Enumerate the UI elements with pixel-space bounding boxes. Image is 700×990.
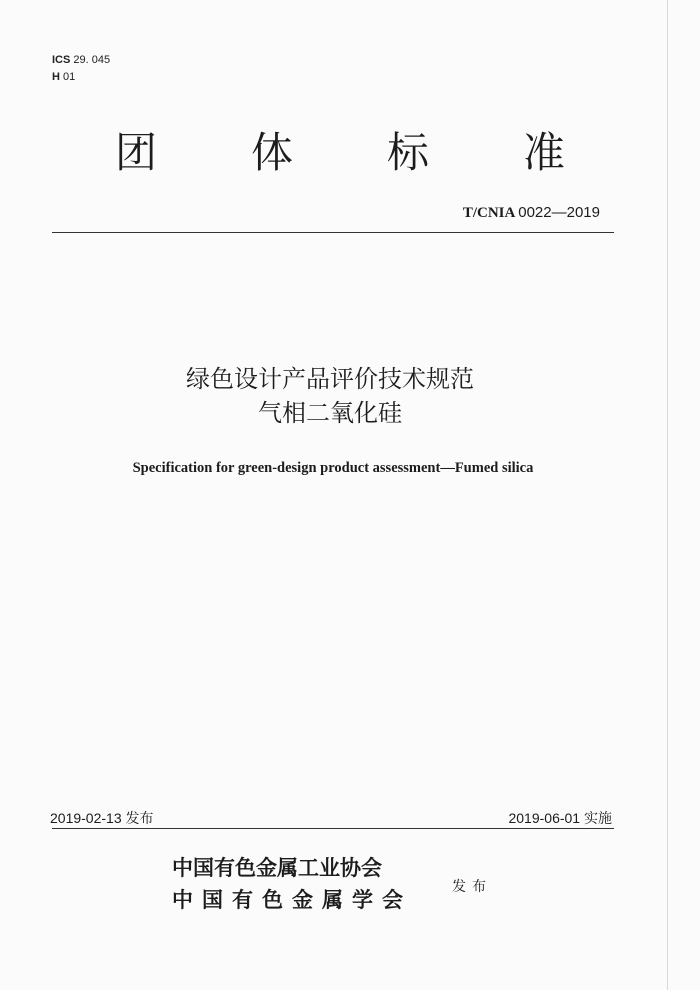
ccs-code-line	[52, 69, 110, 86]
ics-label: ICS	[52, 54, 71, 66]
chinese-title-line2: 气相二氧化硅	[258, 399, 402, 427]
chinese-title	[0, 362, 660, 430]
issue-date	[50, 808, 154, 828]
bottom-divider	[52, 828, 614, 829]
main-title-char: 团	[115, 128, 158, 177]
implementation-date	[508, 808, 612, 828]
main-title	[115, 128, 565, 178]
page-edge-divider	[667, 0, 668, 990]
issuing-organizations	[172, 852, 412, 916]
issuer-org-2: 中国有色金属学会	[172, 887, 412, 912]
chinese-title-line1: 绿色设计产品评价技术规范	[186, 365, 474, 393]
main-title-char: 准	[522, 128, 565, 177]
standard-number-code: 0022—2019	[518, 204, 600, 221]
standard-number-prefix: T/CNIA	[462, 205, 515, 221]
ccs-label: H	[52, 71, 60, 83]
english-title: Specification for green-design product assessment—Fumed silica	[132, 460, 534, 476]
implementation-date-label: 实施	[584, 811, 612, 827]
ics-code: 29. 045	[73, 54, 111, 66]
issuer-org-1: 中国有色金属工业协会	[172, 855, 382, 880]
main-title-char: 标	[386, 128, 429, 177]
implementation-date-value: 2019-06-01	[508, 810, 581, 826]
ics-code-line	[52, 52, 110, 69]
issue-date-value: 2019-02-13	[50, 810, 122, 826]
main-title-char: 体	[250, 128, 293, 177]
issue-date-label: 发布	[125, 811, 154, 827]
top-divider	[52, 232, 614, 233]
publish-label: 发布	[452, 879, 492, 895]
ccs-code: 01	[63, 71, 76, 83]
standard-number	[463, 204, 600, 222]
classification-codes	[52, 52, 110, 86]
